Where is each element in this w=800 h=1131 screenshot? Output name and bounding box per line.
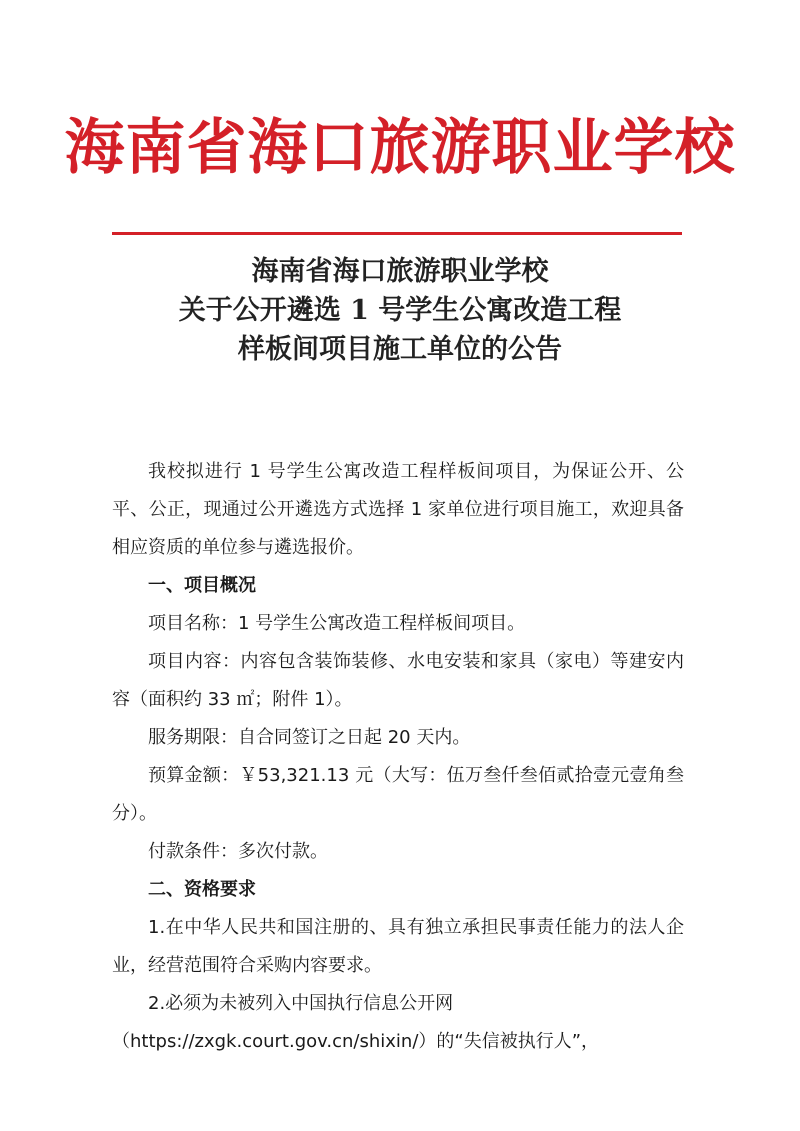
requirement-2-line-1: 2.必须为未被列入中国执行信息公开网 xyxy=(148,993,454,1014)
masthead-school-name: 海南省海口旅游职业学校 xyxy=(64,113,736,183)
section-2-heading: 二、资格要求 xyxy=(148,879,256,900)
budget-amount: 预算金额：￥53,321.13 元（大写：伍万叁仟叁佰贰拾壹元壹角叁分）。 xyxy=(112,765,684,824)
payment-terms: 付款条件：多次付款。 xyxy=(148,841,328,862)
notice-title xyxy=(0,252,800,369)
service-period: 服务期限：自合同签订之日起 20 天内。 xyxy=(148,727,471,748)
requirement-2-line-2: （https://zxgk.court.gov.cn/shixin/）的“失信被执行人”， xyxy=(112,1031,600,1052)
title-line-2: 关于公开遴选 1 号学生公寓改造工程 xyxy=(178,295,622,326)
intro-paragraph: 我校拟进行 1 号学生公寓改造工程样板间项目，为保证公开、公平、公正，现通过公开遴选方式选择 1 家单位进行项目施工，欢迎具备相应资质的单位参与遴选报价。 xyxy=(112,461,684,558)
requirement-1: 1.在中华人民共和国注册的、具有独立承担民事责任能力的法人企业，经营范围符合采购内容要求。 xyxy=(112,917,684,976)
red-divider-line xyxy=(112,232,682,235)
section-1-heading: 一、项目概况 xyxy=(148,575,256,596)
project-content: 项目内容：内容包含装饰装修、水电安装和家具（家电）等建安内容（面积约 33 ㎡；附件 1）。 xyxy=(112,651,684,710)
project-name: 项目名称：1 号学生公寓改造工程样板间项目。 xyxy=(148,613,526,634)
title-line-1: 海南省海口旅游职业学校 xyxy=(251,256,549,287)
title-line-3: 样板间项目施工单位的公告 xyxy=(238,334,562,365)
notice-body xyxy=(112,453,684,1061)
